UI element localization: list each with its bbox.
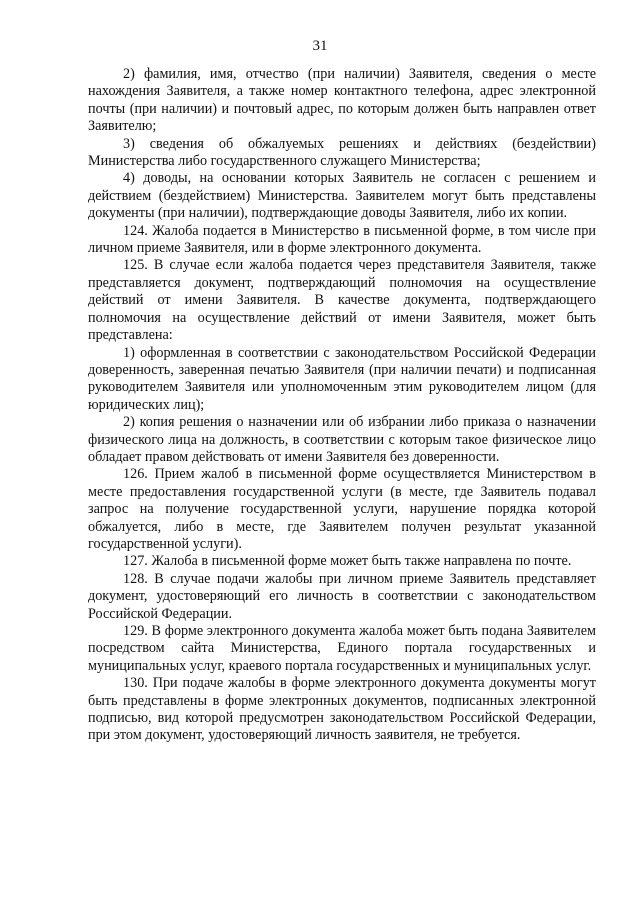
paragraph-125-item-2: 2) копия решения о назначении или об избрании либо приказа о назначении физического лица на должность, в соответствии с которым такое физическое лицо обладает правом действовать от имени Заявителя без доверенности. (88, 414, 596, 465)
paragraph-128: 128. В случае подачи жалобы при личном приеме Заявитель представляет документ, удостоверяющий его личность в соответствии с законодательством Российской Федерации. (88, 570, 596, 622)
paragraph-127: 127. Жалоба в письменной форме может быть также направлена по почте. (123, 553, 572, 570)
paragraph-item-2: 2) фамилия, имя, отчество (при наличии) Заявителя, сведения о месте нахождения Заявителя, а также номер контактного телефона, адрес электронной почты (при наличии) и почтовый адрес, по которым должен быть направлен ответ Заявителю; (88, 66, 596, 135)
paragraph-129: 129. В форме электронного документа жалоба может быть подана Заявителем посредством сайта Министерства, Единого портала государственных и муниципальных услуг, краевого портала государственных и муниципальных услуг. (88, 623, 596, 674)
document-body (88, 66, 596, 745)
paragraph-130: 130. При подаче жалобы в форме электронного документа документы могут быть представлены в форме электронных документов, подписанных электронной подписью, вид которой предусмотрен законодательством Российской Федерации, при этом документ, удостоверяющий личность заявителя, не требуется. (88, 675, 596, 744)
paragraph-125-item-1: 1) оформленная в соответствии с законодательством Российской Федерации доверенность, заверенная печатью Заявителя (при наличии печати) и подписанная руководителем Заявителя или уполномоченным этим руководителем лицом (для юридических лиц); (88, 344, 596, 413)
paragraph-125: 125. В случае если жалоба подается через представителя Заявителя, также представляется документ, подтверждающий полномочия на осуществление действий от имени Заявителя. В качестве документа, подтверждающего полномочия на осуществление действий от имени Заявителя, может быть представлена: (88, 257, 596, 344)
page-number: 31 (312, 38, 328, 54)
paragraph-item-4: 4) доводы, на основании которых Заявитель не согласен с решением и действием (бездействием) Министерства. Заявителем могут быть представлены документы (при наличии), подтверждающие доводы Заявителя, либо их копии. (88, 170, 596, 222)
paragraph-item-3: 3) сведения об обжалуемых решениях и действиях (бездействии) Министерства либо государственного служащего Министерства; (88, 135, 596, 170)
paragraph-124: 124. Жалоба подается в Министерство в письменной форме, в том числе при личном приеме Заявителя, или в форме электронного документа. (88, 222, 596, 257)
paragraph-126: 126. Прием жалоб в письменной форме осуществляется Министерством в месте предоставления государственной услуги (в месте, где Заявитель подавал запрос на получение государственной услуги, нарушение порядка которой обжалуется, либо в месте, где Заявителем получен результат указанной государственной услуги). (88, 466, 596, 552)
